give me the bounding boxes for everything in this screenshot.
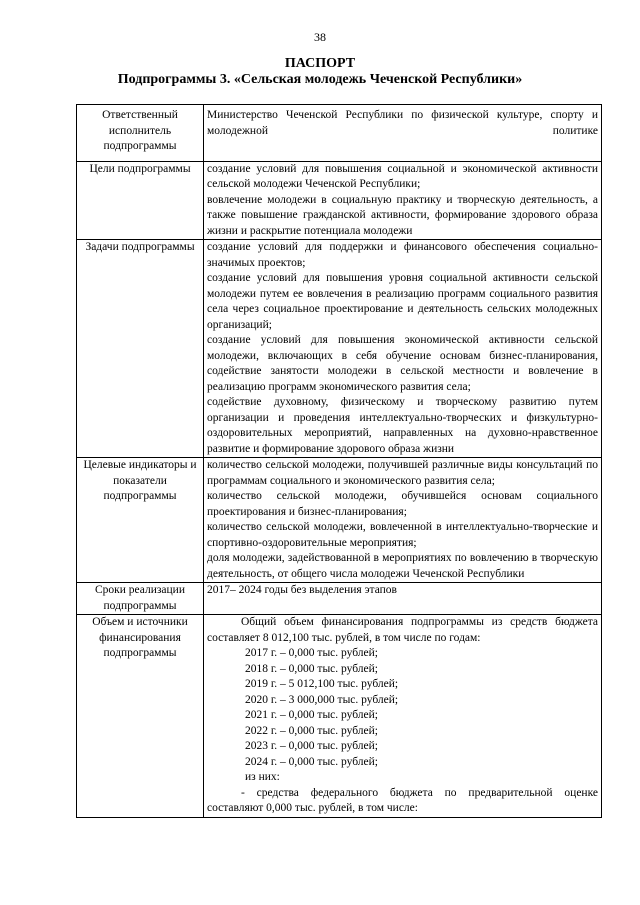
funding-year-2023: 2023 г. – 0,000 тыс. рублей; — [245, 740, 378, 752]
funding-year-2020: 2020 г. – 3 000,000 тыс. рублей; — [245, 693, 399, 706]
task-item: создание условий для повышения уровня социальной активности сельской молодежи путем ее вовлечения в реализацию программ социального развития села через социальное проектирование и деятельность сельских молодежных организаций; — [207, 272, 598, 331]
executor-value — [204, 105, 602, 162]
funding-year-2024: 2024 г. – 0,000 тыс. рублей; — [245, 755, 378, 768]
funding-value — [204, 615, 602, 818]
funding-year-2021: 2021 г. – 0,000 тыс. рублей; — [245, 709, 378, 721]
passport-table — [76, 104, 602, 818]
table-row-executor — [77, 105, 602, 162]
funding-label: Объем и источники финансирования подпрограммы — [77, 615, 204, 818]
task-item: создание условий для повышения экономической активности сельской молодежи, включающих в себя обучение основам бизнес-планирования, содействие занятости молодежи в сельской местности и вовлечение в реализацию программ экономического развития села; — [207, 334, 598, 393]
tasks-value — [204, 240, 602, 458]
terms-text: 2017– 2024 годы без выделения этапов — [207, 584, 397, 596]
page-number: 38 — [314, 30, 326, 44]
funding-federal: - средства федерального бюджета по предварительной оценке составляют 0,000 тыс. рублей, в том числе: — [207, 786, 598, 814]
table-row-tasks — [77, 240, 602, 458]
terms-label: Сроки реализации подпрограммы — [77, 583, 204, 615]
indicators-value — [204, 458, 602, 583]
goals-value — [204, 161, 602, 240]
table-row-funding — [77, 615, 602, 818]
funding-year-2018: 2018 г. – 0,000 тыс. рублей; — [245, 662, 378, 675]
indicator-item: доля молодежи, задействованной в мероприятиях по вовлечению в творческую деятельность, от общего числа молодежи Чеченской Республики — [207, 552, 598, 580]
task-item: содействие духовному, физическому и творческому развитию путем организации и проведения интеллектуально-творческих и физкультурно-оздоровительных мероприятий, направленных на духовно-нравственное развитие и формирование здорового образа жизни — [207, 396, 598, 455]
document-title: ПАСПОРТ — [284, 56, 356, 71]
funding-of-them: из них: — [245, 771, 280, 783]
table-row-indicators — [77, 458, 602, 583]
funding-year-2017: 2017 г. – 0,000 тыс. рублей; — [245, 647, 378, 659]
goal-item: вовлечение молодежи в социальную практику и творческую деятельность, а также повышение гражданской активности, формирование здорового образа жизни и раскрытие потенциала молодежи — [207, 193, 598, 237]
goals-label: Цели подпрограммы — [77, 161, 204, 240]
table-row-terms — [77, 583, 602, 615]
indicators-label: Целевые индикаторы и показатели подпрограммы — [77, 458, 204, 583]
indicator-item: количество сельской молодежи, получившей различные виды консультаций по программам социального и экономического развития села; — [207, 459, 598, 487]
terms-value — [204, 583, 602, 615]
table-row-goals — [77, 161, 602, 240]
executor-label: Ответственный исполнитель подпрограммы — [77, 105, 204, 162]
indicator-item: количество сельской молодежи, вовлеченной в интеллектуально-творческие и спортивно-оздоровительные мероприятия; — [207, 521, 598, 549]
tasks-label: Задачи подпрограммы — [77, 240, 204, 458]
funding-year-2019: 2019 г. – 5 012,100 тыс. рублей; — [245, 678, 399, 690]
funding-intro: Общий объем финансирования подпрограммы из средств бюджета составляет 8 012,100 тыс. рублей, в том числе по годам: — [207, 616, 598, 644]
funding-year-2022: 2022 г. – 0,000 тыс. рублей; — [245, 724, 378, 737]
document-subtitle: Подпрограммы 3. «Сельская молодежь Чеченской Республики» — [117, 72, 523, 87]
task-item: создание условий для поддержки и финансового обеспечения социально-значимых проектов; — [207, 241, 598, 269]
goal-item: создание условий для повышения социальной и экономической активности сельской молодежи Чеченской Республики; — [207, 162, 598, 190]
executor-text: Министерство Чеченской Республики по физической культуре, спорту и молодежной политике — [207, 109, 598, 137]
indicator-item: количество сельской молодежи, обучившейся основам социального проектирования и бизнес-планирования; — [207, 490, 598, 518]
